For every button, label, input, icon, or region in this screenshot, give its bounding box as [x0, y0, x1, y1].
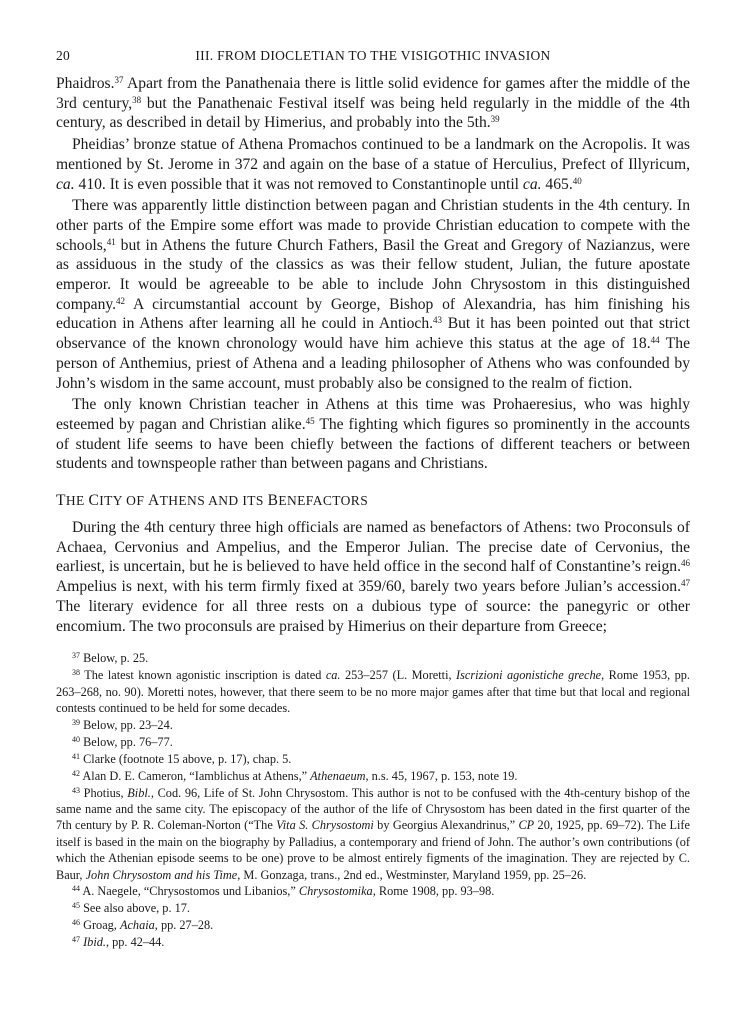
paragraph-4: The only known Christian teacher in Athens at this time was Prohaeresius, who was highly esteemed by pagan and Christian alike.$^{45}$ The fighting which figures so prominently in the accounts of student life seems to have been chiefly between the factions of different teachers or between students and townspeople rather than between pagans and Christians. — [56, 396, 690, 473]
footnote-47: $^{47}$ Ibid., pp. 42–44. — [72, 935, 165, 950]
body-text — [56, 74, 690, 636]
footnote-ref-38[interactable]: 38 — [132, 94, 142, 105]
paragraph-2: Pheidias’ bronze statue of Athena Promachos continued to be a landmark on the Acropolis. It was mentioned by St. Jerome in 372 and again on the base of a statue of Herculius, Prefect of Illyricum, ca. 410. It is even possible that it was not removed to Constantinople until ca. 465.40 — [56, 136, 690, 193]
footnote-ref-41[interactable]: 41 — [106, 236, 116, 247]
footnote-43: $^{43}$ Photius, Bibl., Cod. 96, Life of St. John Chrysostom. This author is not to be confused with the 4th-century bishop of the same name and the same city. The episcopacy of the author of the life of Chrysostom has been dated in the first quarter of the 7th century by P. R. Coleman-Norton (“The Vita S. Chrysostomi by Georgius Alexandrinus,” CP 20, 1925, pp. 69–72). The Life itself is based in the main on the biography by Palladius, a contemporary and friend of John. The author’s own contributions (of which the Athenian episode seems to be one) prove to be almost entirely figments of the imagination. They are rejected by C. Baur, John Chrysostom and his Time, M. Gonzaga, trans., 2nd ed., Westminster, Maryland 1959, pp. 25–26. — [56, 785, 690, 882]
footnote-45: $^{45}$ See also above, p. 17. — [72, 901, 190, 916]
footnote-ref-37[interactable]: 37 — [114, 75, 124, 85]
footnote-ref-40[interactable]: 40 — [572, 175, 582, 186]
paragraph-3: There was apparently little distinction between pagan and Christian students in the 4th century. In other parts of the Empire some effort was made to provide Christian education to compete with the schools,$^{41}$ but in Athens the future Church Fathers, Basil the Great and Gregory of Nazianzus, were as assiduous in the study of the classics as was their fellow student, Julian, the future apostate emperor. It would be agreeable to be able to include John Chrysostom in this distinguished company.$^{42}$ A circumstantial account by George, Bishop of Alexandria, has him finishing his education in Athens after learning all he could in Antioch.$^{43}$ But it has been pointed out that strict observance of the known chronology would have him achieve this status at the age of 18.44 The person of Anthemius, priest of Athena and a leading philosopher of Athens who was confounded by John’s wisdom in the same account, must probably also be consigned to the realm of fiction. — [56, 197, 691, 392]
paragraph-1: Phaidros.$^{37}$ Apart from the Panathenaia there is little solid evidence for games after the middle of the 3rd century,$^{38}$ but the Panathenaic Festival itself was being held regularly in the middle of the 4th century, as described in detail by Himerius, and probably into the 5th.$^{39}$ — [56, 75, 690, 132]
footnote-46: $^{46}$ Groag, Achaia, pp. 27–28. — [72, 918, 214, 933]
footnote-44: $^{44}$ A. Naegele, “Chrysostomos und Libanios,” Chrysostomika, Rome 1908, pp. 93–98. — [72, 884, 495, 899]
footnote-38: $^{38}$ The latest known agonistic inscription is dated ca. 253–257 (L. Moretti, Iscrizioni agonistiche greche, Rome 1953, pp. 263–268, no. 90). Moretti notes, however, that there seem to be no more major games after that time but that local and regional contests continued to be held for some decades. — [56, 668, 690, 715]
page-number: 20 — [56, 48, 71, 63]
footnote-40: $^{40}$ Below, pp. 76–77. — [72, 734, 173, 749]
footnote-42: $^{42}$ Alan D. E. Cameron, “Iamblichus at Athens,” Athenaeum, n.s. 45, 1967, p. 153, note 19. — [72, 768, 518, 783]
footnote-ref-44[interactable]: 44 — [650, 335, 660, 346]
footnote-39: $^{39}$ Below, pp. 23–24. — [72, 717, 173, 732]
footnote-ref-43[interactable]: 43 — [433, 315, 443, 326]
running-title: III. FROM DIOCLETIAN TO THE VISIGOTHIC INVASION — [195, 48, 551, 63]
footnote-ref-47[interactable]: 47 — [681, 578, 690, 589]
section-heading: THE CITY OF ATHENS AND ITS BENEFACTORS — [56, 492, 369, 510]
footnote-ref-39[interactable]: 39 — [490, 114, 500, 125]
footnote-41: $^{41}$ Clarke (footnote 15 above, p. 17), chap. 5. — [72, 751, 292, 766]
paragraph-5: During the 4th century three high officials are named as benefactors of Athens: two Proconsuls of Achaea, Cervonius and Ampelius, and the Emperor Julian. The precise date of Cervonius, the earliest, is uncertain, but he is believed to have held office in the second half of Constantine’s reign.$^{46}$ Ampelius is next, with his term firmly fixed at 359/60, barely two years before Julian’s accession.$^{47}$ The literary evidence for all three rests on a dubious type of source: the panegyric or other encomium. The two proconsuls are praised by Himerius on their departure from Greece; — [56, 519, 690, 635]
footnote-ref-42[interactable]: 42 — [116, 295, 126, 306]
footnotes — [56, 650, 690, 950]
footnote-ref-46[interactable]: 46 — [681, 558, 690, 569]
footnote-ref-45[interactable]: 45 — [305, 415, 315, 426]
footnote-37: $^{37}$ Below, p. 25. — [72, 651, 149, 666]
page — [56, 48, 690, 951]
page-header — [56, 48, 690, 64]
